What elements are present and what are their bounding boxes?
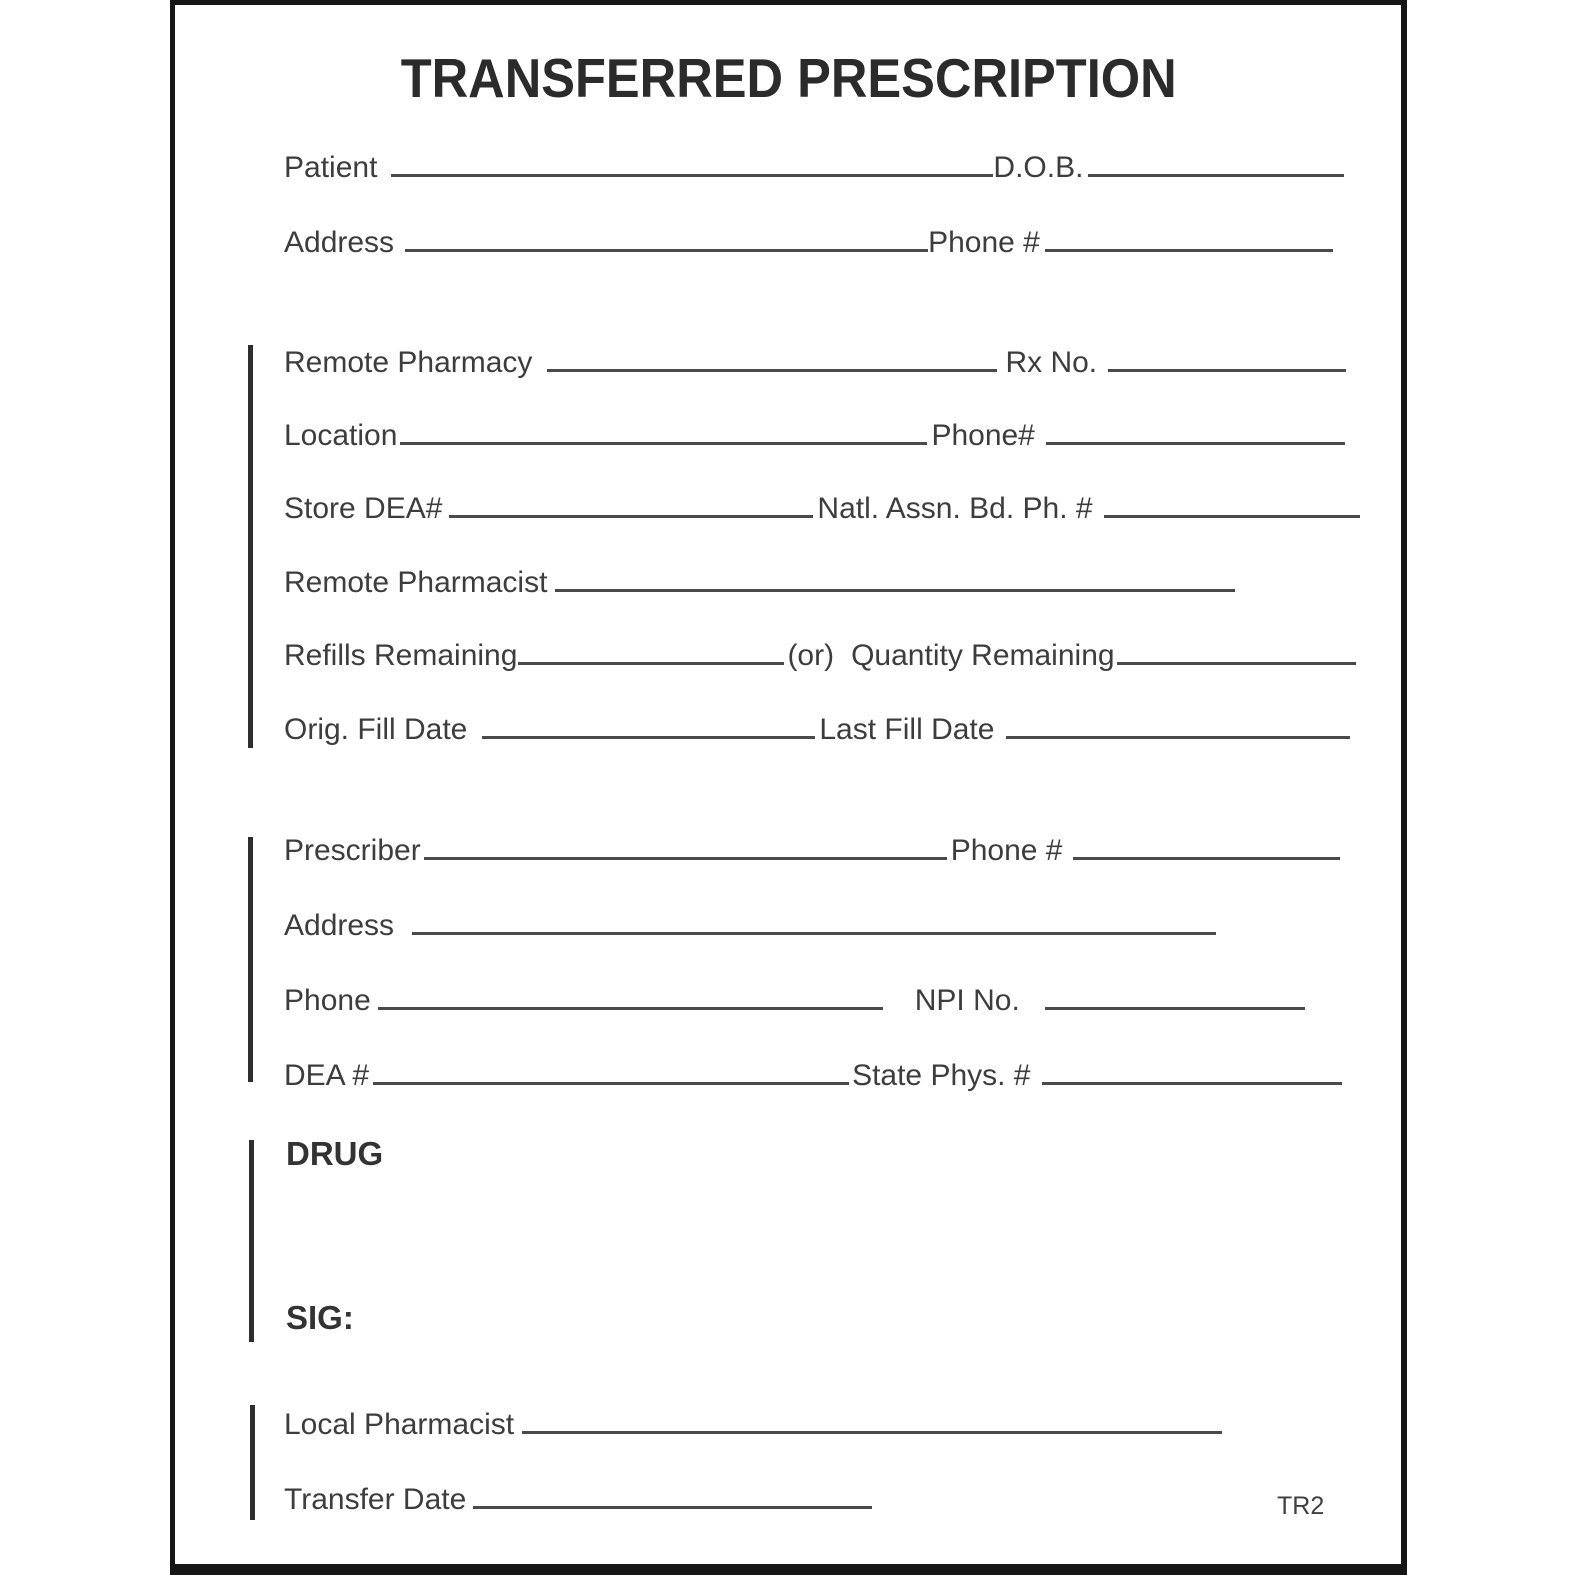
quantity-remaining-label: Quantity Remaining: [851, 639, 1115, 672]
form-code: TR2: [1277, 1492, 1325, 1520]
remote-pharmacist-row: [284, 564, 1235, 602]
last-fill-date-blank-line: [1006, 736, 1350, 739]
remote-pharmacist-blank-line: [555, 589, 1235, 592]
prescriber-label: Prescriber: [284, 834, 421, 867]
patient-address-blank-line: [405, 249, 928, 252]
patient-address-row: [284, 224, 1333, 262]
store-dea-label: Store DEA#: [284, 492, 443, 525]
location-label: Location: [284, 419, 398, 452]
dob-blank-line: [1088, 174, 1344, 177]
orig-fill-date-label: Orig. Fill Date: [284, 713, 468, 746]
store-dea-row: [284, 490, 1360, 528]
remote-pharmacy-blank-line: [547, 369, 997, 372]
location-row: [284, 417, 1345, 455]
transfer-date-row: [284, 1481, 872, 1519]
quantity-blank-line: [1117, 662, 1356, 665]
local-pharmacist-row: [284, 1406, 1222, 1444]
refills-remaining-label: Refills Remaining: [284, 639, 518, 672]
location-blank-line: [400, 442, 927, 445]
prescriber-address-blank-line: [412, 932, 1216, 935]
dea-label: DEA #: [284, 1059, 370, 1092]
natl-assn-bd-ph-label: Natl. Assn. Bd. Ph. #: [817, 492, 1093, 525]
prescriber-row: [284, 832, 1340, 870]
prescriber-phone-hash-label: Phone #: [950, 834, 1063, 867]
patient-blank-line: [391, 174, 993, 177]
store-dea-blank-line: [449, 515, 813, 518]
remote-pharmacy-label: Remote Pharmacy: [284, 346, 533, 379]
last-fill-date-label: Last Fill Date: [819, 713, 995, 746]
remote-phone-label: Phone#: [931, 419, 1035, 452]
dea-row: [284, 1057, 1342, 1095]
sig-label: SIG:: [286, 1299, 354, 1336]
local-pharmacist-blank-line: [522, 1431, 1222, 1434]
prescriber-address-row: [284, 907, 1216, 945]
transfer-date-blank-line: [473, 1506, 872, 1509]
remote-pharmacist-label: Remote Pharmacist: [284, 566, 548, 599]
natl-assn-bd-ph-blank-line: [1104, 515, 1360, 518]
prescriber-address-label: Address: [284, 909, 395, 942]
drug-section-bar: [249, 1140, 254, 1342]
prescriber-phone-row: [284, 982, 1305, 1020]
remote-phone-blank-line: [1046, 442, 1345, 445]
refills-row: [284, 637, 1356, 675]
prescriber-phone-hash-blank-line: [1073, 857, 1340, 860]
prescriber-phone-label: Phone: [284, 984, 371, 1017]
rx-no-label: Rx No.: [1005, 346, 1098, 379]
npi-no-label: NPI No.: [914, 984, 1020, 1017]
remote-pharmacy-row: [284, 344, 1346, 382]
remote-pharmacy-section-bar: [248, 345, 253, 748]
prescriber-blank-line: [424, 857, 947, 860]
orig-fill-date-blank-line: [482, 736, 815, 739]
npi-no-blank-line: [1045, 1007, 1305, 1010]
dea-blank-line: [373, 1082, 849, 1085]
patient-row: [284, 149, 1344, 187]
patient-phone-label: Phone #: [928, 226, 1040, 259]
or-label: (or): [787, 639, 835, 672]
state-phys-label: State Phys. #: [852, 1059, 1031, 1092]
rx-no-blank-line: [1108, 369, 1346, 372]
form-title: TRANSFERRED PRESCRIPTION: [400, 47, 1177, 109]
drug-label: DRUG: [286, 1135, 384, 1172]
transfer-section-bar: [250, 1405, 255, 1520]
dob-label: D.O.B.: [993, 151, 1084, 184]
local-pharmacist-label: Local Pharmacist: [284, 1408, 515, 1441]
prescriber-phone-blank-line: [378, 1007, 883, 1010]
state-phys-blank-line: [1042, 1082, 1342, 1085]
form-title-wrap: [170, 46, 1407, 110]
transfer-date-label: Transfer Date: [284, 1483, 467, 1516]
patient-label: Patient: [284, 151, 378, 184]
patient-phone-blank-line: [1045, 249, 1333, 252]
prescriber-section-bar: [248, 837, 253, 1082]
patient-address-label: Address: [284, 226, 395, 259]
fill-dates-row: [284, 711, 1350, 749]
refills-blank-line: [518, 662, 784, 665]
